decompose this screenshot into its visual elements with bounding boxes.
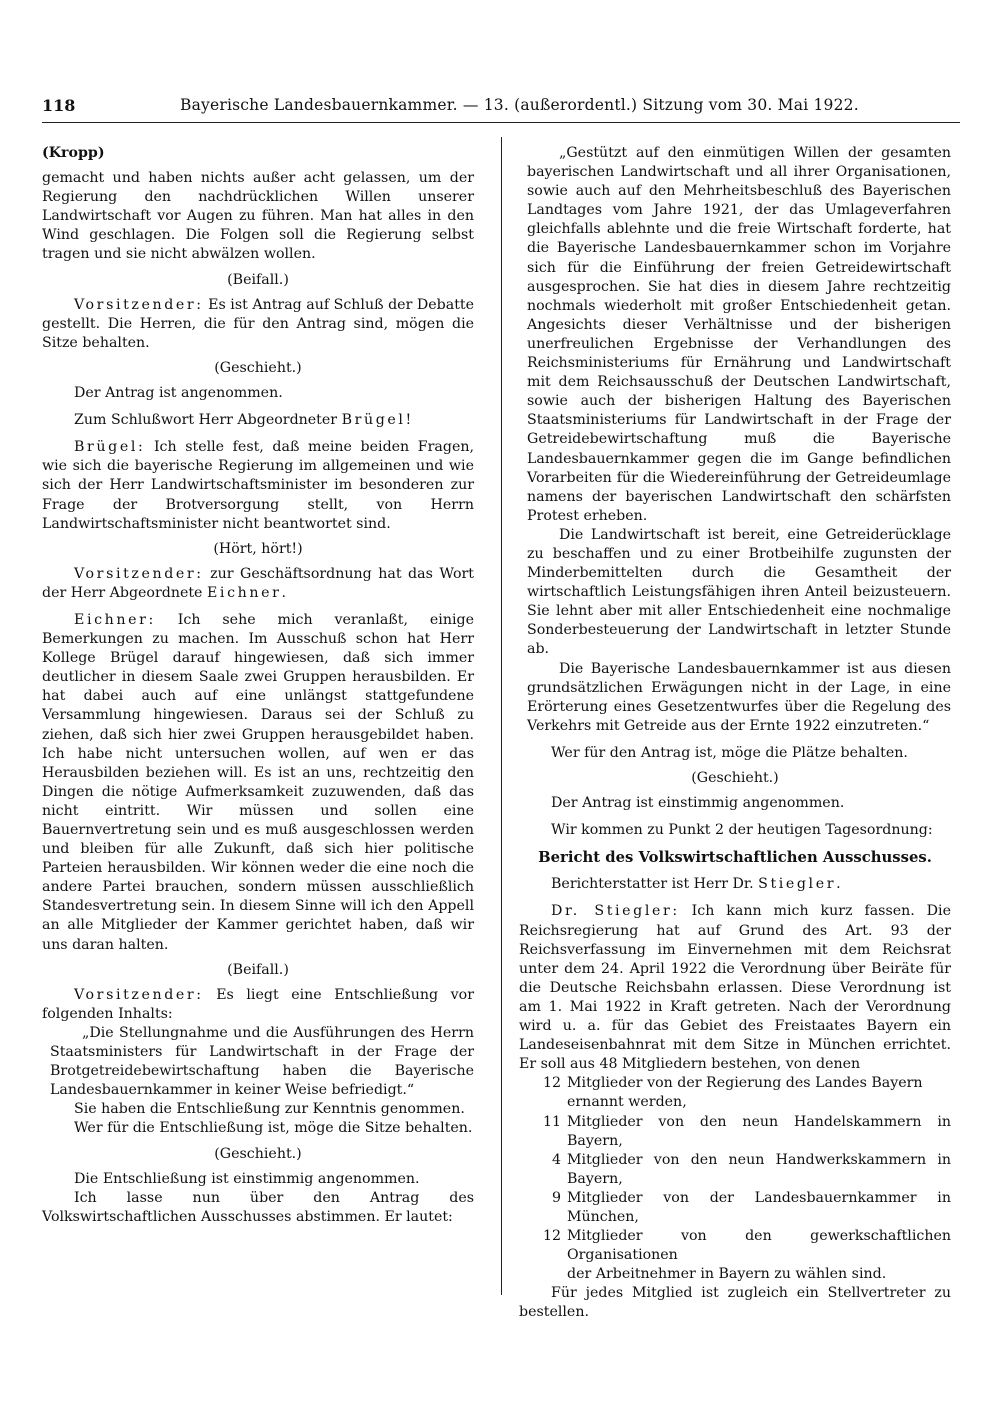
paragraph	[42, 611, 474, 955]
list-number: 4	[551, 1151, 561, 1168]
right-column	[519, 144, 951, 1323]
left-column	[42, 144, 474, 1227]
paragraph: Wir kommen zu Punkt 2 der heutigen Tagesordnung:	[551, 822, 933, 839]
paragraph	[519, 875, 951, 894]
speaker-name: Eichner	[206, 584, 282, 601]
list-number: 9	[551, 1189, 561, 1206]
paragraph	[42, 411, 474, 430]
remark: (Geschieht.)	[214, 359, 302, 376]
paragraph: Der Antrag ist angenommen.	[74, 385, 283, 402]
list-item	[519, 1265, 951, 1284]
paragraph: Sie haben die Entschließung zur Kenntnis genommen.	[74, 1101, 465, 1118]
paragraph	[42, 565, 474, 603]
paragraph-text: .	[836, 876, 841, 893]
motion-quote: Die Bayerische Landesbauernkammer ist aus diesen grundsätzlichen Erwägungen nicht in der Lage, in eine Erörterung eines Gesetzentwurfes über die Regelung des Verkehrs mit Getreide aus der Ernte 1922 einzutreten.“	[527, 660, 951, 734]
remark: (Beifall.)	[227, 961, 289, 978]
speaker-name: Brügel:	[74, 439, 146, 456]
paragraph: Wer für den Antrag ist, möge die Plätze behalten.	[551, 744, 908, 761]
paragraph	[42, 296, 474, 353]
list-item	[519, 1093, 951, 1112]
speaker-name: Eichner:	[74, 611, 156, 628]
page-number: 118	[42, 96, 76, 115]
resolution-quote: „Die Stellungnahme und die Ausführungen des Herrn Staatsministers für Landwirtschaft in der Frage der Brotgetreidebewirtschaftung haben die Bayerische Landesbauernkammer in keiner Weise befriedigt.“	[50, 1024, 474, 1099]
column-divider	[501, 137, 502, 1295]
paragraph	[42, 986, 474, 1024]
section-heading: Bericht des Volkswirtschaftlichen Ausschusses.	[538, 849, 932, 867]
paragraph: Ich lasse nun über den Antrag des Volkswirtschaftlichen Ausschusses abstimmen. Er lautet:	[42, 1189, 474, 1225]
speaker-name: Stiegler	[758, 876, 837, 893]
list-number: 12	[542, 1075, 561, 1092]
list-item	[519, 1151, 951, 1189]
paragraph-text: Es liegt eine Entschließung vor folgenden Inhalts:	[42, 986, 474, 1022]
paragraph-text: Ich kann mich kurz fassen. Die Reichsregierung hat auf Grund des Art. 93 der Reichsverfassung im Einvernehmen mit dem Reichsrat unter dem 24. April 1922 die Verordnung über Beiräte für die Deutsche Reichsbahn erlassen. Diese Verordnung ist am 1. Mai 1922 in Kraft getreten. Nach der Verordnung wird u. a. für das Gebiet des Freistaates Bayern ein Landeseisenbahnrat mit dem Sitze in München errichtet. Er soll aus 48 Mitgliedern bestehen, von denen	[519, 903, 951, 1073]
paragraph-text: Ich stelle fest, daß meine beiden Fragen, wie sich die bayerische Regierung im allgemeinen und wie sich der Herr Landwirtschaftsminister im besonderen zur Frage der Brotversorgung stellt, von Herrn Landwirtschaftsminister nicht beantwortet sind.	[42, 439, 474, 532]
list-text: ernannt werden,	[567, 1094, 687, 1111]
list-number: 11	[542, 1113, 561, 1130]
paragraph	[42, 438, 474, 533]
paragraph-text: Es ist Antrag auf Schluß der Debatte gestellt. Die Herren, die für den Antrag sind, mögen die Sitze behalten.	[42, 296, 474, 351]
speaker-name: Dr. Stiegler:	[551, 903, 680, 920]
remark: (Beifall.)	[227, 271, 289, 288]
paragraph-text: Berichterstatter ist Herr Dr.	[551, 876, 759, 893]
paragraph: Wer für die Entschließung ist, möge die Sitze behalten.	[74, 1120, 473, 1137]
paragraph-text: !	[405, 412, 412, 429]
paragraph	[519, 902, 951, 1074]
remark: (Geschieht.)	[214, 1145, 302, 1162]
list-text: Mitglieder von den neun Handwerkskammern in Bayern,	[567, 1151, 951, 1187]
paragraph: Der Antrag ist einstimmig angenommen.	[551, 795, 845, 812]
paragraph: Für jedes Mitglied ist zugleich ein Stellvertreter zu bestellen.	[519, 1285, 951, 1321]
member-list	[519, 1074, 951, 1284]
list-item	[519, 1074, 951, 1093]
list-item	[519, 1113, 951, 1151]
speaker-name: Vorsitzender:	[74, 565, 204, 582]
list-text: der Arbeitnehmer in Bayern zu wählen sind.	[567, 1266, 887, 1283]
paragraph-text: Ich sehe mich veranlaßt, einige Bemerkungen zu machen. Im Ausschuß schon hat Herr Kollege Brügel darauf hingewiesen, daß sich immer deutlicher in diesem Saale zwei Gruppen herausbilden. Er hat dabei auch auf eine unlängst stattgefundene Versammlung hingewiesen. Daraus sei der Schluß zu ziehen, daß sich hier zwei Gruppen herausgebildet haben. Ich habe nicht untersuchen wollen, auf wen er das Herausbilden beziehen will. Es ist an uns, rechtzeitig den Dingen die nötige Aufmerksamkeit zuzuwenden, daß das nicht eintritt. Wir müssen und sollen eine Bauernvertretung sein und es muß ausgeschlossen werden und bleiben für alle Zukunft, daß sich hier politische Parteien herausbilden. Wir können weder die eine noch die andere Partei brauchen, sondern müssen ausschließlich Standesvertretung sein. In diesem Sinne will ich den Appell an alle Mitglieder der Kammer gerichtet haben, daß wir uns daran halten.	[42, 611, 474, 953]
remark: (Geschieht.)	[691, 770, 779, 786]
list-text: Mitglieder von den gewerkschaftlichen Organisationen	[567, 1228, 951, 1264]
paragraph-text: zur Geschäftsordnung hat das Wort der Herr Abgeordnete	[42, 565, 474, 601]
header-rule	[42, 122, 960, 123]
running-title: Bayerische Landesbauernkammer. — 13. (außerordentl.) Sitzung vom 30. Mai 1922.	[180, 96, 859, 114]
list-item	[519, 1227, 951, 1265]
speaker-name: Vorsitzender:	[74, 986, 204, 1003]
list-text: Mitglieder von der Landesbauernkammer in München,	[567, 1189, 951, 1225]
paragraph: gemacht und haben nichts außer acht gelassen, um der Regierung den nachdrücklichen Willen unserer Landwirtschaft vor Augen zu führen. Man hat alles in den Wind geschlagen. Die Folgen soll die Regierung selbst tragen und sie nicht abwälzen wollen.	[42, 170, 474, 263]
speaker-name: Vorsitzender:	[74, 296, 204, 313]
speaker-name: Brügel	[341, 412, 406, 429]
remark: (Hört, hört!)	[213, 540, 303, 557]
list-item	[519, 1189, 951, 1227]
page-header	[42, 96, 962, 122]
paragraph-text: Zum Schlußwort Herr Abgeordneter	[74, 412, 342, 429]
motion-quote: „Gestützt auf den einmütigen Willen der gesamten bayerischen Landwirtschaft und all ihrer Organisationen, sowie auch auf den Mehrheitsbeschluß des Bayerischen Landtages vom Jahre 1921, der das Umlageverfahren gleichfalls ablehnte und die freie Wirtschaft forderte, hat die Bayerische Landesbauernkammer schon im Vorjahre sich für die Einführung der freien Getreidewirtschaft ausgesprochen. Sie hat dies in diesem Jahre rechtzeitig nochmals wiederholt mit großer Entschiedenheit getan. Angesichts dieser Verhältnisse und der bisherigen unerfreulichen Ergebnisse der Verhandlungen des Reichsministeriums für Ernährung und Landwirtschaft mit dem Reichsausschuß der Deutschen Landwirtschaft, sowie auch der bisherigen Haltung des Bayerischen Staatsministeriums für Landwirtschaft in der Frage der Getreidebewirtschaftung muß die Bayerische Landesbauernkammer gegen die im Gange befindlichen Vorarbeiten für die Wiedereinführung der Getreideumlage namens der bayerischen Landwirtschaft den schärfsten Protest erheben.	[527, 145, 951, 524]
motion-quote: Die Landwirtschaft ist bereit, eine Getreiderücklage zu beschaffen und zu einer Brotbeihilfe zugunsten der Minderbemittelten durch die Gesamtheit der wirtschaftlich Leistungsfähigen ihren Anteil beizusteuern. Sie lehnt aber mit aller Entschiedenheit eine nochmalige Sonderbesteuerung der Landwirtschaft in letzter Stunde ab.	[527, 526, 951, 658]
list-text: Mitglieder von der Regierung des Landes Bayern	[567, 1075, 923, 1092]
paragraph: Die Entschließung ist einstimmig angenommen.	[74, 1170, 420, 1187]
list-text: Mitglieder von den neun Handelskammern in Bayern,	[567, 1113, 951, 1149]
paragraph-text: .	[281, 584, 286, 601]
speaker-tag: (Kropp)	[42, 145, 105, 161]
list-number: 12	[542, 1228, 561, 1245]
